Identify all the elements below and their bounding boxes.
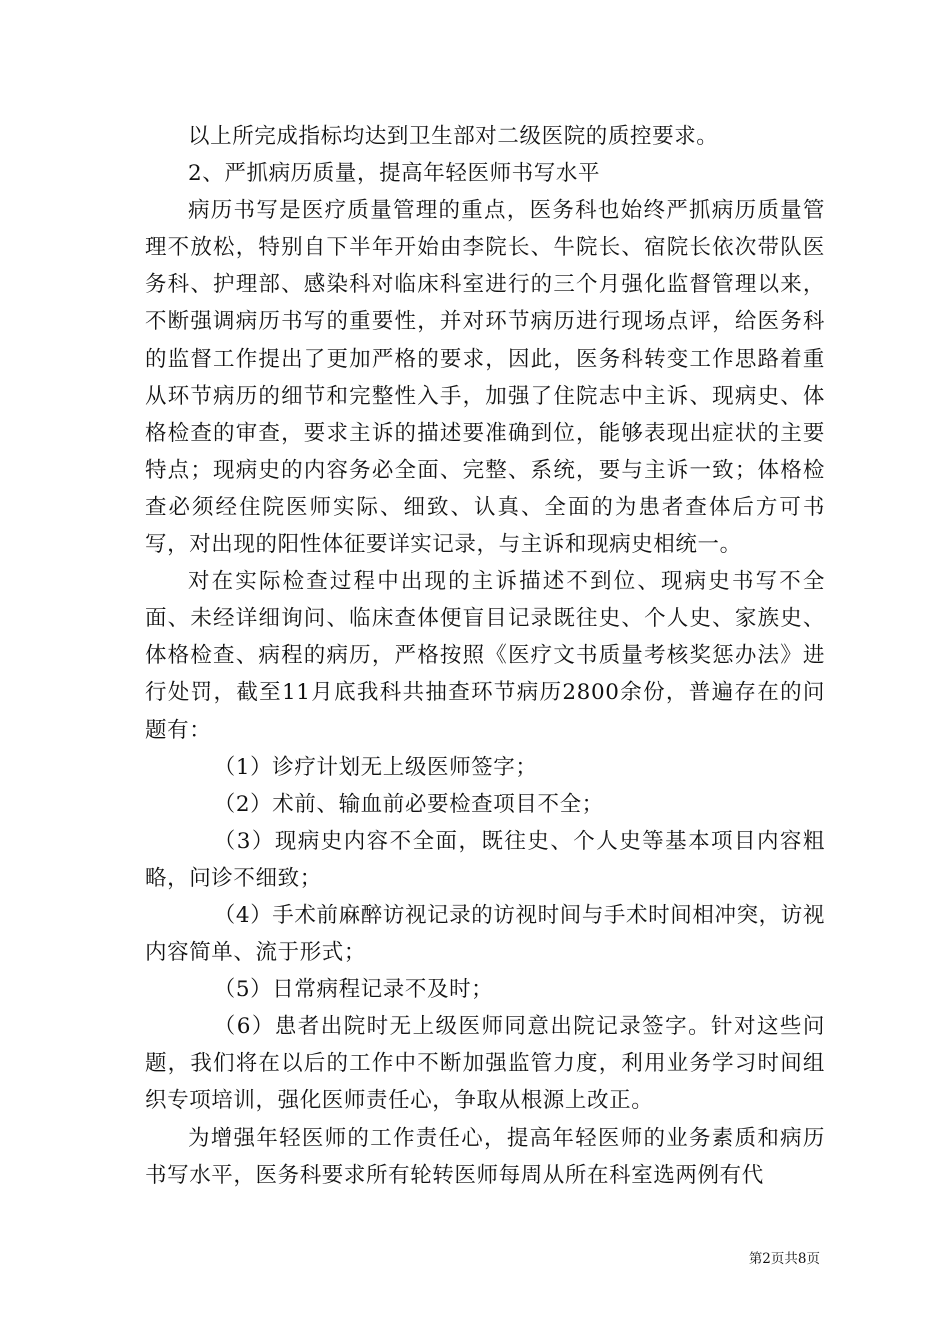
list-item-issue-1: （1）诊疗计划无上级医师签字； [213, 754, 538, 780]
paragraph-young-doctors: 为增强年轻医师的工作责任心，提高年轻医师的业务素质和病历书写水平，医务科要求所有轮转医师每周从所在科室选两例有代 [145, 1125, 825, 1188]
paragraph-quality-summary: 以上所完成指标均达到卫生部对二级医院的质控要求。 [188, 124, 719, 149]
section-heading-medical-records: 2、严抓病历质量，提高年轻医师书写水平 [188, 161, 601, 187]
paragraph-record-writing: 病历书写是医疗质量管理的重点，医务科也始终严抓病历质量管理不放松，特别自下半年开始由李院长、牛院长、宿院长依次带队医务科、护理部、感染科对临床科室进行的三个月强化监督管理以来，不断强调病历书写的重要性，并对环节病历进行现场点评，给医务科的监督工作提出了更加严格的要求，因此，医务科转变工作思路着重从环节病历的细节和完整性入手，加强了住院志中主诉、现病史、体格检查的审查，要求主诉的描述要准确到位，能够表现出症状的主要特点；现病史的内容务必全面、完整、系统，要与主诉一致；体格检查必须经住院医师实际、细致、认真、全面的为患者查体后方可书写，对出现的阳性体征要详实记录，与主诉和现病史相统一。 [145, 198, 825, 558]
page-number: 第2页共8页 [748, 1251, 820, 1267]
list-item-issue-2: （2）术前、输血前必要检查项目不全； [213, 791, 604, 817]
list-item-issue-4: （4）手术前麻醉访视记录的访视时间与手术时间相冲突，访视内容简单、流于形式； [145, 902, 825, 966]
paragraph-inspection-results: 对在实际检查过程中出现的主诉描述不到位、现病史书写不全面、未经详细询问、临床查体便盲目记录既往史、个人史、家族史、体格检查、病程的病历，严格按照《医疗文书质量考核奖惩办法》进行处罚，截至11月底我科共抽查环节病历2800余份，普遍存在的问题有： [145, 569, 825, 743]
list-item-issue-5: （5）日常病程记录不及时； [213, 977, 494, 1003]
list-item-issue-3: （3）现病史内容不全面，既往史、个人史等基本项目内容粗略，问诊不细致； [145, 828, 825, 891]
document-body [145, 118, 825, 1194]
list-item-issue-6: （6）患者出院时无上级医师同意出院记录签字。针对这些问题，我们将在以后的工作中不断加强监管力度，利用业务学习时间组织专项培训，强化医师责任心，争取从根源上改正。 [145, 1014, 825, 1114]
